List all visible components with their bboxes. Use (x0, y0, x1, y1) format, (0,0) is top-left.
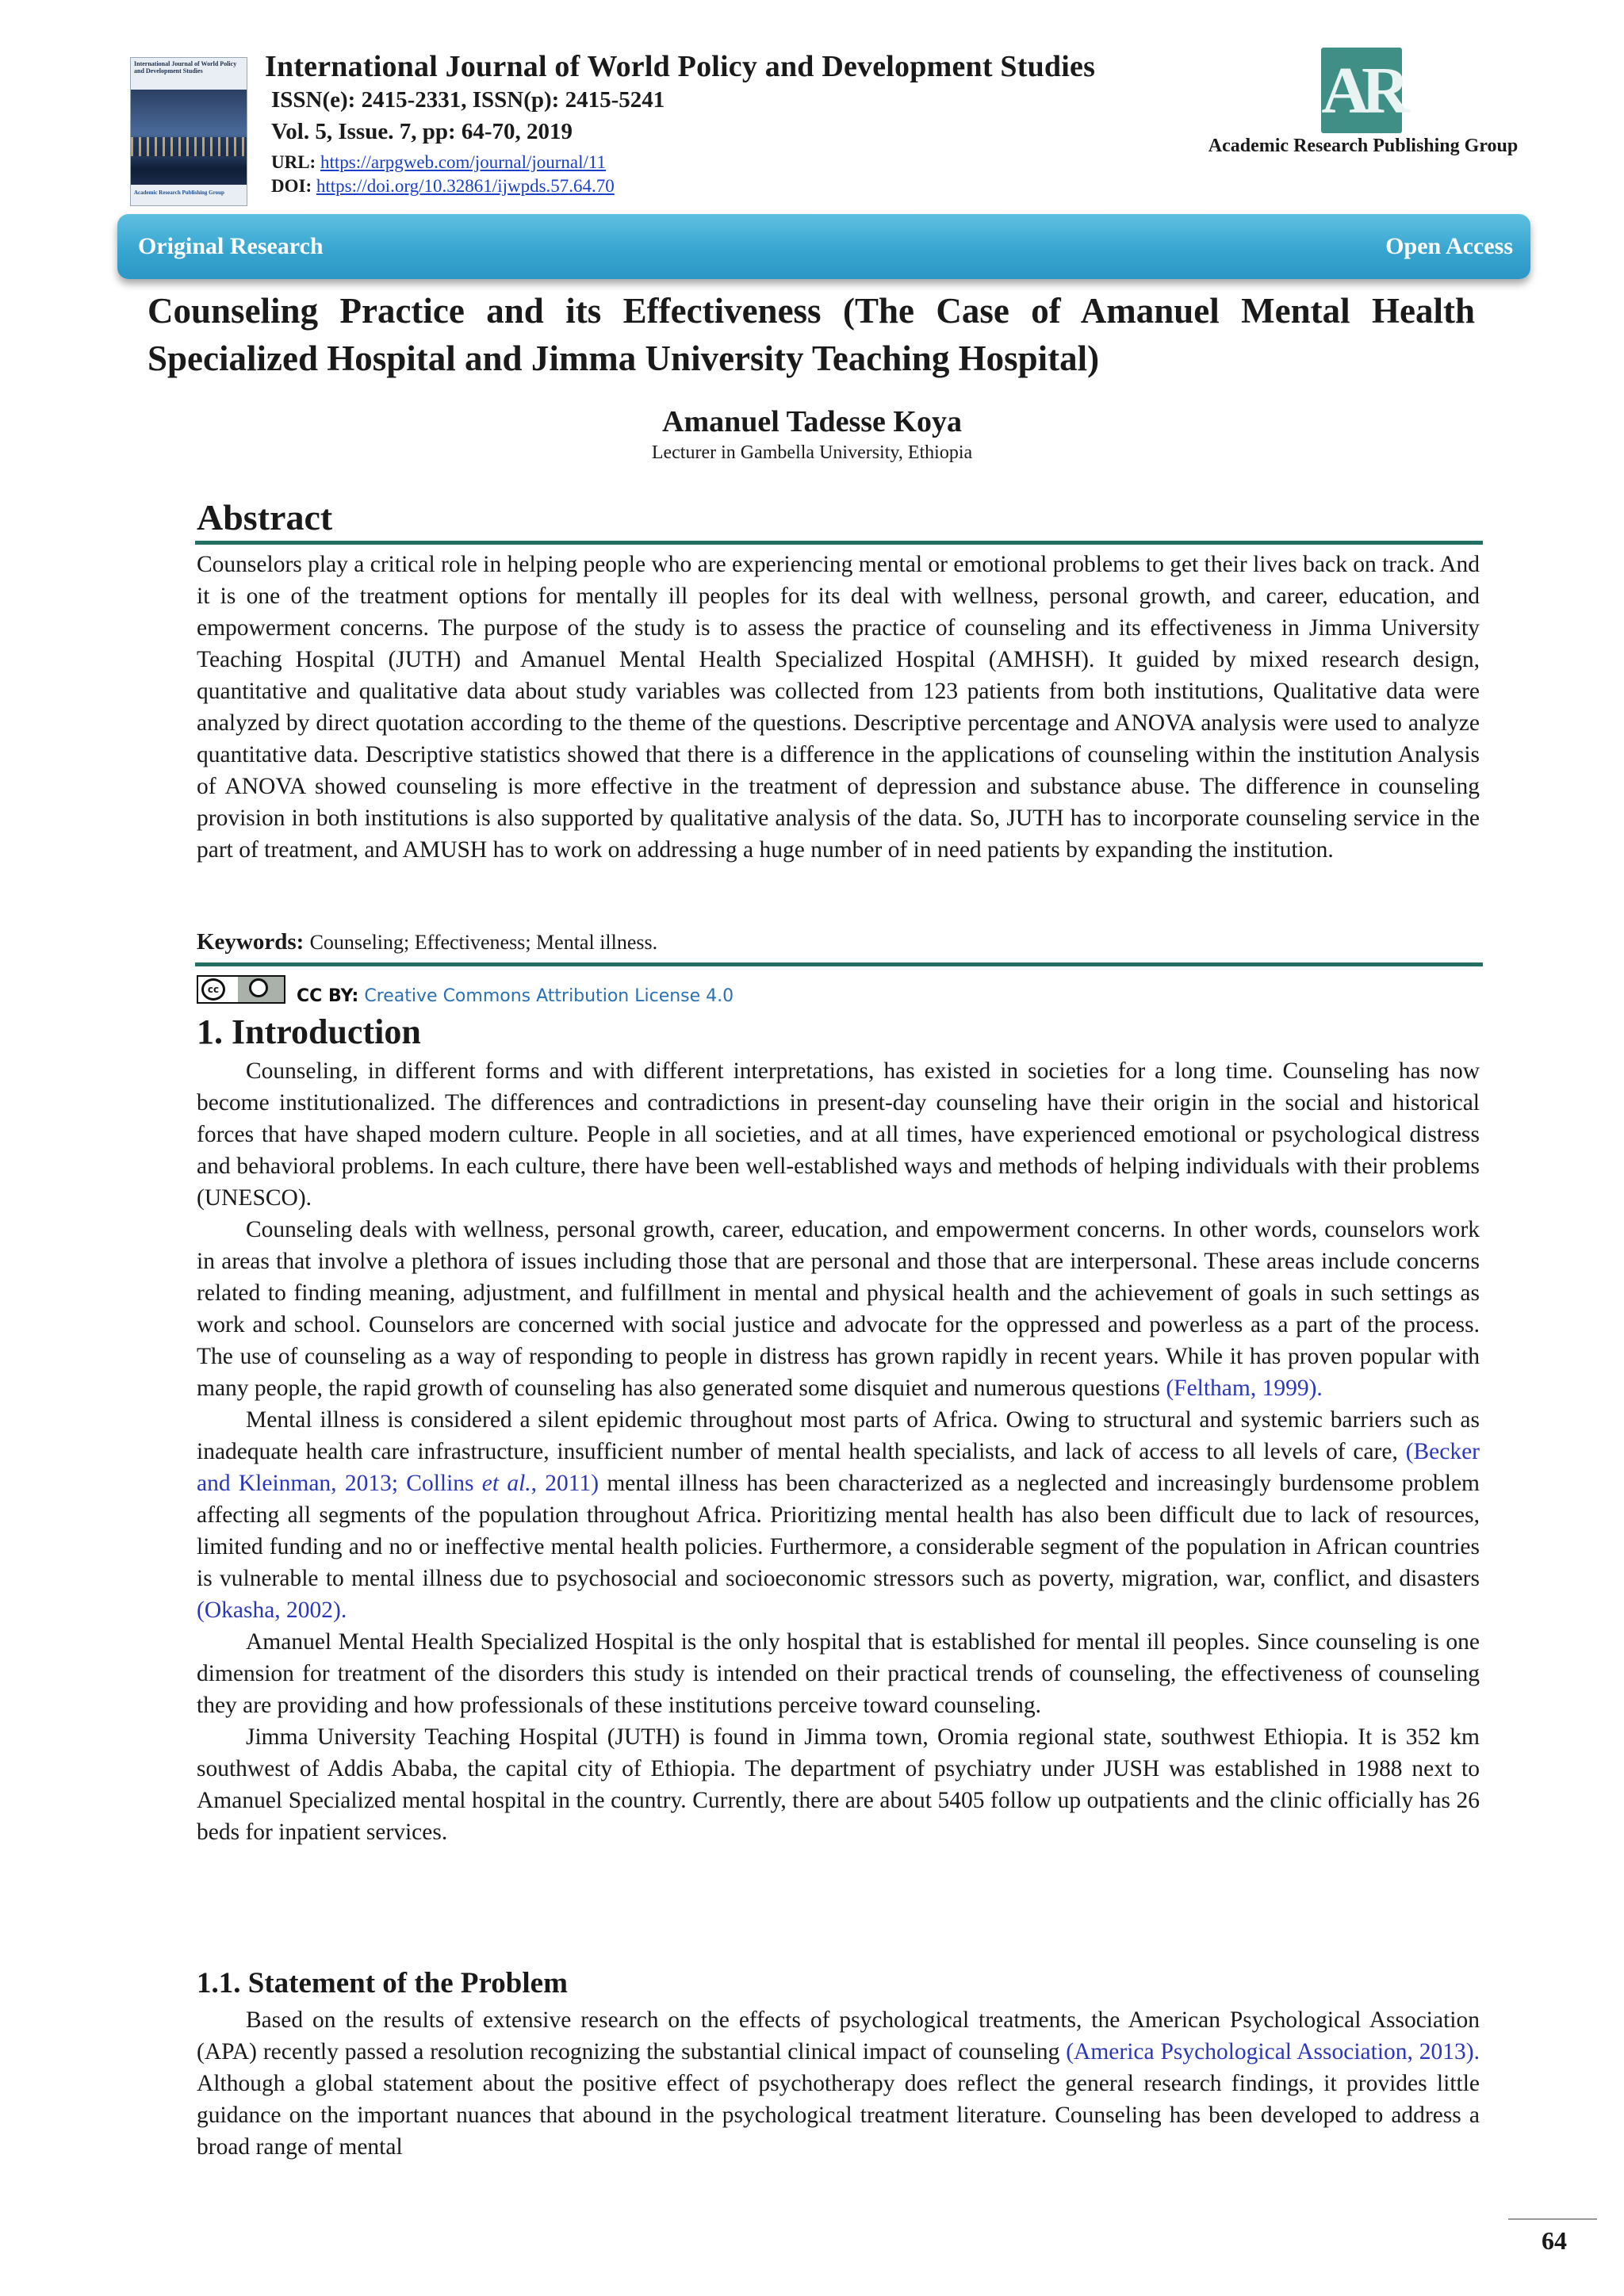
intro-paragraph-4: Amanuel Mental Health Specialized Hospital is the only hospital that is established for mental ill peoples. Since counseling is one dimension for treatment of the disorders this study is intended on their practical trends of counseling, the effectiveness of counseling they are providing and how professionals of these institutions perceive toward counseling. (197, 1629, 1480, 1718)
page-number: 64 (1542, 2226, 1567, 2255)
intro-paragraph-2 (197, 1214, 1480, 1404)
journal-cover-thumbnail (130, 57, 247, 206)
intro-p3-text-b: mental illness has been characterized as a neglected and increasingly burdensome problem affecting all segments of the population throughout Africa. Prioritizing mental health has also been difficult due to lack of resources, limited funding and no or ineffective mental health policies. Furthermore, a considerable segment of the population in African countries is vulnerable to mental illness due to psychosocial and socioeconomic stressors such as poverty, migration, war, conflict, and disasters (197, 1471, 1480, 1591)
intro-paragraph-1: Counseling, in different forms and with different interpretations, has existed in societies for a long time. Counseling has now become institutionalized. The differences and contradictions in present-day counseling have their origin in the social and historical forces that have shaped modern culture. People in all societies, and at all times, have experienced emotional or psychological distress and behavioral problems. In each culture, there have been well-established ways and methods of helping individuals with their problems (UNESCO). (197, 1058, 1480, 1211)
doi-link[interactable]: https://doi.org/10.32861/ijwpds.57.64.70 (316, 176, 615, 196)
author-name: Amanuel Tadesse Koya (662, 405, 962, 438)
introduction-heading: 1. Introduction (197, 1012, 421, 1051)
volume-line: Vol. 5, Issue. 7, pp: 64-70, 2019 (271, 119, 573, 144)
introduction-body (197, 1055, 1480, 1848)
keywords-line (197, 929, 657, 955)
cc-by-badge[interactable] (197, 975, 285, 1004)
citation-apa[interactable]: (America Psychological Association, 2013). (1066, 2039, 1480, 2064)
doi-line (271, 176, 615, 197)
publisher-name: Academic Research Publishing Group (1208, 136, 1519, 156)
cover-publisher: Academic Research Publishing Group (134, 189, 224, 196)
page-number-rule (1508, 2218, 1597, 2220)
by-person-icon (249, 978, 268, 997)
keywords-values: Counseling; Effectiveness; Mental illness. (309, 931, 658, 954)
abstract-heading: Abstract (197, 497, 333, 538)
intro-p2-text: Counseling deals with wellness, personal growth, career, education, and empowerment concerns. In other words, counselors work in areas that involve a plethora of issues including those that are personal and those that are interpersonal. These areas include concerns related to finding meaning, adjustment, and fulfillment in mental and physical health and the achievement of goals in such settings as work and school. Counselors are concerned with social justice and advocate for the oppressed and powerless as a part of the process. The use of counseling as a way of responding to people in distress has grown rapidly in recent years. While it has proven popular with many people, the rapid growth of counseling has also generated some disquiet and numerous questions (197, 1217, 1480, 1401)
license-label: CC BY: (297, 986, 359, 1006)
url-label: URL: (271, 152, 316, 172)
citation-etal: et al. (481, 1471, 531, 1496)
url-line (271, 152, 606, 173)
citation-feltham[interactable]: (Feltham, 1999). (1166, 1376, 1323, 1401)
journal-url-link[interactable]: https://arpgweb.com/journal/journal/11 (320, 152, 607, 172)
publisher-logo (1321, 48, 1402, 133)
problem-heading: 1.1. Statement of the Problem (197, 1967, 568, 1999)
intro-p3-text-a: Mental illness is considered a silent epidemic throughout most parts of Africa. Owing to structural and systemic barriers such as inadequate health care infrastructure, insufficient number of mental health specialists, and lack of access to all levels of care, (197, 1407, 1480, 1464)
issn-line: ISSN(e): 2415-2331, ISSN(p): 2415-5241 (271, 87, 665, 113)
problem-p1-text-b: Although a global statement about the positive effect of psychotherapy does reflect the general research findings, it provides little guidance on the important nuances that abound in the psychological treatment literature. Counseling has been developed to address a broad range of mental (197, 2071, 1480, 2160)
cc-icon: cc (201, 978, 225, 1001)
article-title: Counseling Practice and its Effectiveness (The Case of Amanuel Mental Health Specialized Hospital and Jimma University Teaching Hospital) (147, 291, 1475, 378)
author-affiliation: Lecturer in Gambella University, Ethiopia (651, 442, 973, 463)
citation-becker-c: , 2011) (530, 1471, 599, 1496)
publisher-logo-text: AR (1321, 54, 1402, 128)
banner-original-research: Original Research (138, 233, 324, 259)
citation-okasha[interactable]: (Okasha, 2002). (197, 1598, 347, 1623)
license-line (297, 986, 733, 1006)
doi-label: DOI: (271, 176, 312, 196)
intro-paragraph-3 (197, 1404, 1480, 1626)
abstract-body (197, 549, 1480, 866)
problem-body (197, 2004, 1480, 2163)
keywords-label: Keywords: (197, 929, 304, 955)
license-link[interactable]: Creative Commons Attribution License 4.0 (364, 986, 734, 1006)
journal-title: International Journal of World Policy and Development Studies (265, 50, 1096, 83)
abstract-text: Counselors play a critical role in helping people who are experiencing mental or emotional problems to get their lives back on track. And it is one of the treatment options for mentally ill peoples for its deal with wellness, personal growth, and career, education, and empowerment concerns. The purpose of the study is to assess the practice of counseling and its effectiveness in Jimma University Teaching Hospital (JUTH) and Amanuel Mental Health Specialized Hospital (AMHSH). It guided by mixed research design, quantitative and qualitative data about study variables was collected from 123 patients from both institutions, Qualitative data were analyzed by direct quotation according to the theme of the questions. Descriptive percentage and ANOVA analysis were used to analyze quantitative data. Descriptive statistics showed that there is a difference in the applications of counseling within the institution Analysis of ANOVA showed counseling is more effective in the treatment of depression and substance abuse. The difference in counseling provision in both institutions is also supported by qualitative analysis of the data. So, JUTH has to incorporate counseling service in the part of treatment, and AMUSH has to work on addressing a huge number of in need patients by expanding the institution. (197, 552, 1480, 863)
article-type-banner (117, 214, 1530, 279)
citation-becker-a: (Becker and Kleinman, 2013; Collins (197, 1439, 1480, 1496)
banner-open-access: Open Access (1385, 233, 1513, 259)
abstract-top-rule (195, 541, 1483, 545)
abstract-bottom-rule (195, 962, 1483, 966)
problem-paragraph-1 (197, 2004, 1480, 2163)
cover-city-image (131, 137, 247, 156)
intro-paragraph-5: Jimma University Teaching Hospital (JUTH) is found in Jimma town, Oromia regional state, southwest Ethiopia. It is 352 km southwest of Addis Ababa, the capital city of Ethiopia. The department of psychiatry under JUSH was established in 1988 next to Amanuel Specialized mental hospital in the country. Currently, there are about 5405 follow up outpatients and the clinic officially has 26 beds for inpatient services. (197, 1724, 1480, 1845)
problem-p1-text-a: Based on the results of extensive research on the effects of psychological treatments, the American Psychological Association (APA) recently passed a resolution recognizing the substantial clinical impact of counseling (197, 2007, 1480, 2064)
cover-title: International Journal of World Policy and Development Studies (134, 60, 237, 75)
